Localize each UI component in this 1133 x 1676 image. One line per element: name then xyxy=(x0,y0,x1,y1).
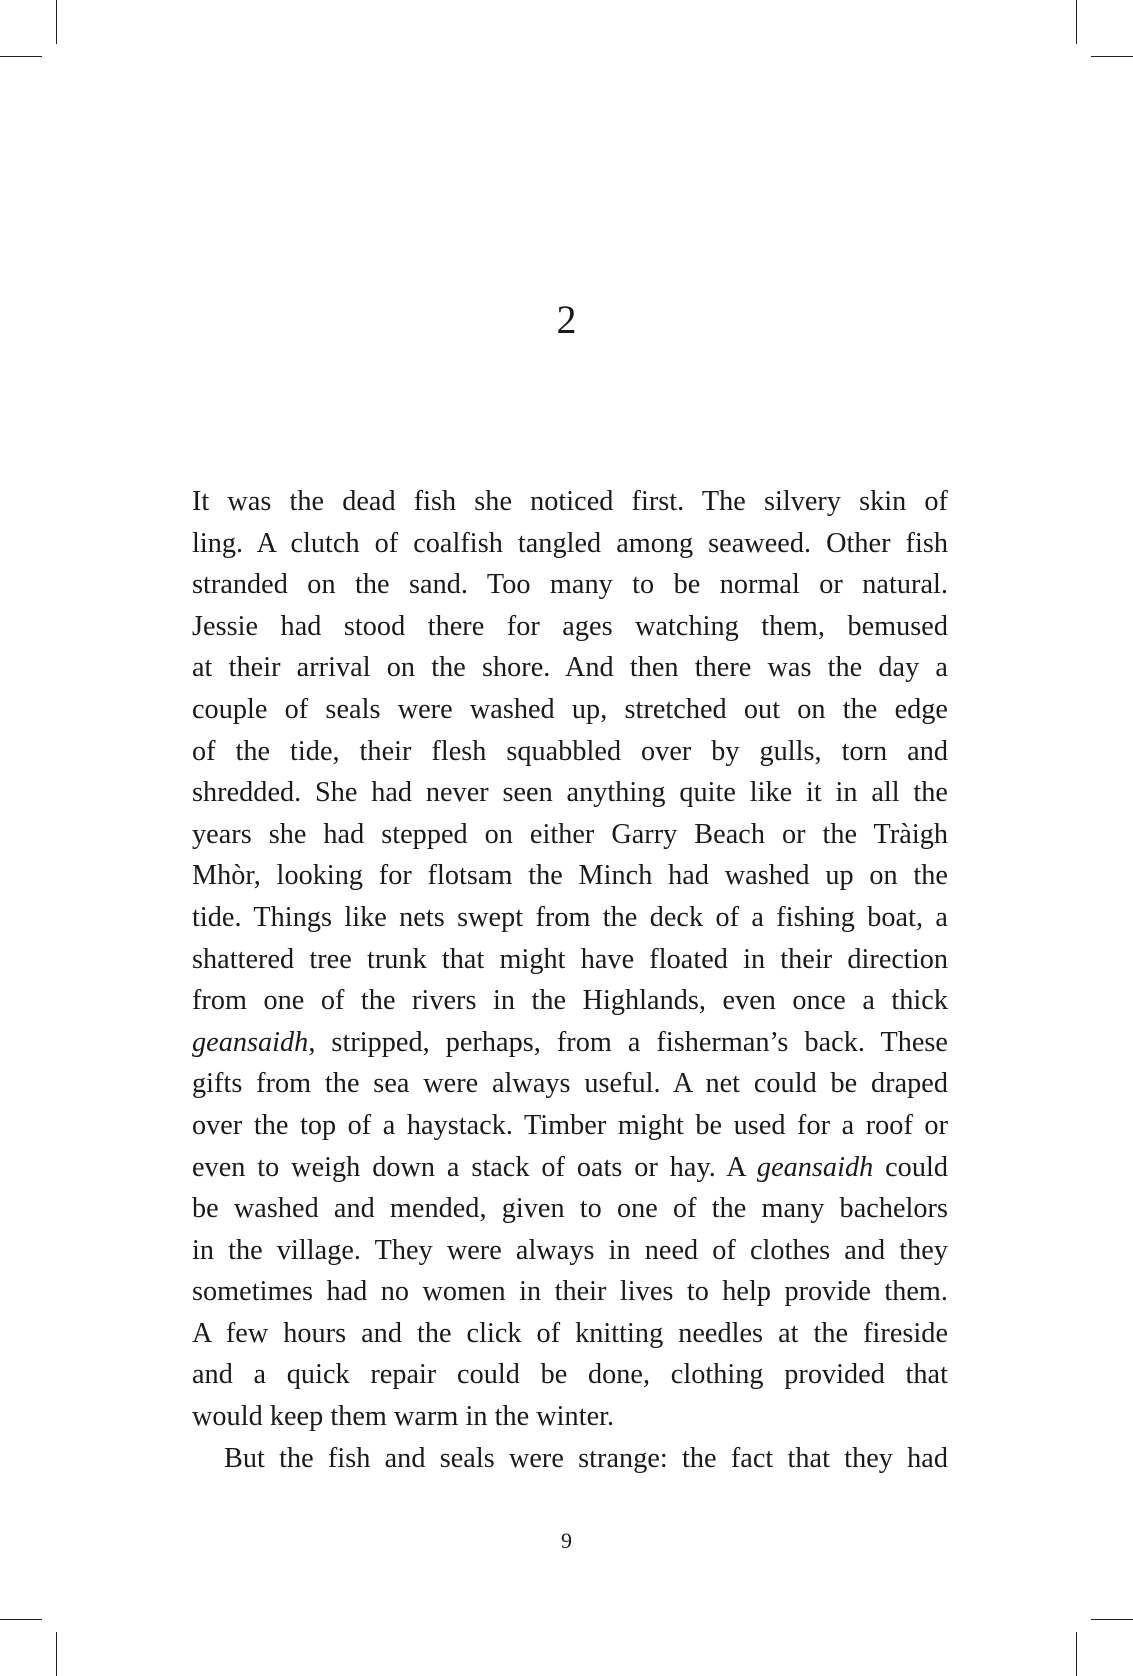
text-line: A few hours and the click of knitting needles at the fireside xyxy=(192,1317,948,1349)
gaelic-word: geansaidh xyxy=(192,1026,309,1058)
text-line: even to weigh down a stack of oats or hay. A geansaidh could xyxy=(192,1151,948,1183)
text-line: from one of the rivers in the Highlands, even once a thick xyxy=(192,985,948,1017)
text-line: couple of seals were washed up, stretched out on the edge xyxy=(192,693,948,725)
crop-mark-top-left xyxy=(56,0,57,44)
text-line: tide. Things like nets swept from the deck of a fishing boat, a xyxy=(192,901,948,933)
crop-mark-bottom-left xyxy=(56,1632,57,1676)
text-line: But the fish and seals were strange: the fact that they had xyxy=(224,1442,948,1474)
crop-mark-bottom-right xyxy=(1076,1632,1077,1676)
text-line: Jessie had stood there for ages watching them, bemused xyxy=(192,610,948,642)
text-line: Mhòr, looking for flotsam the Minch had washed up on the xyxy=(192,860,948,892)
crop-mark-top-right-h xyxy=(1091,56,1133,57)
text-line: at their arrival on the shore. And then there was the day a xyxy=(192,652,948,684)
crop-mark-top-right xyxy=(1076,0,1077,44)
text-line: and a quick repair could be done, clothing provided that xyxy=(192,1359,948,1391)
text-line: gifts from the sea were always useful. A net could be draped xyxy=(192,1068,948,1100)
text-line: sometimes had no women in their lives to help provide them. xyxy=(192,1276,948,1308)
text-line: geansaidh, stripped, perhaps, from a fisherman’s back. These xyxy=(192,1026,948,1058)
crop-mark-bottom-right-h xyxy=(1091,1619,1133,1620)
text-line: of the tide, their flesh squabbled over by gulls, torn and xyxy=(192,735,948,767)
text-line: over the top of a haystack. Timber might be used for a roof or xyxy=(192,1109,948,1141)
page-number: 9 xyxy=(561,1528,572,1553)
text-line: years she had stepped on either Garry Beach or the Tràigh xyxy=(192,818,948,850)
text-line: ling. A clutch of coalfish tangled among seaweed. Other fish xyxy=(192,527,948,559)
body-text xyxy=(192,481,948,1479)
text-line: shattered tree trunk that might have floated in their direction xyxy=(192,943,948,975)
crop-mark-top-left-h xyxy=(0,56,42,57)
text-line: be washed and mended, given to one of the many bachelors xyxy=(192,1193,948,1225)
gaelic-word: geansaidh xyxy=(756,1151,874,1183)
text-line: in the village. They were always in need of clothes and they xyxy=(192,1234,948,1266)
crop-mark-bottom-left-h xyxy=(0,1619,42,1620)
text-line: It was the dead fish she noticed first. The silvery skin of xyxy=(192,486,948,517)
text-line: would keep them warm in the winter. xyxy=(192,1401,615,1433)
text-line: stranded on the sand. Too many to be normal or natural. xyxy=(192,569,948,601)
text-line: shredded. She had never seen anything quite like it in all the xyxy=(192,777,948,809)
chapter-number: 2 xyxy=(556,297,577,342)
